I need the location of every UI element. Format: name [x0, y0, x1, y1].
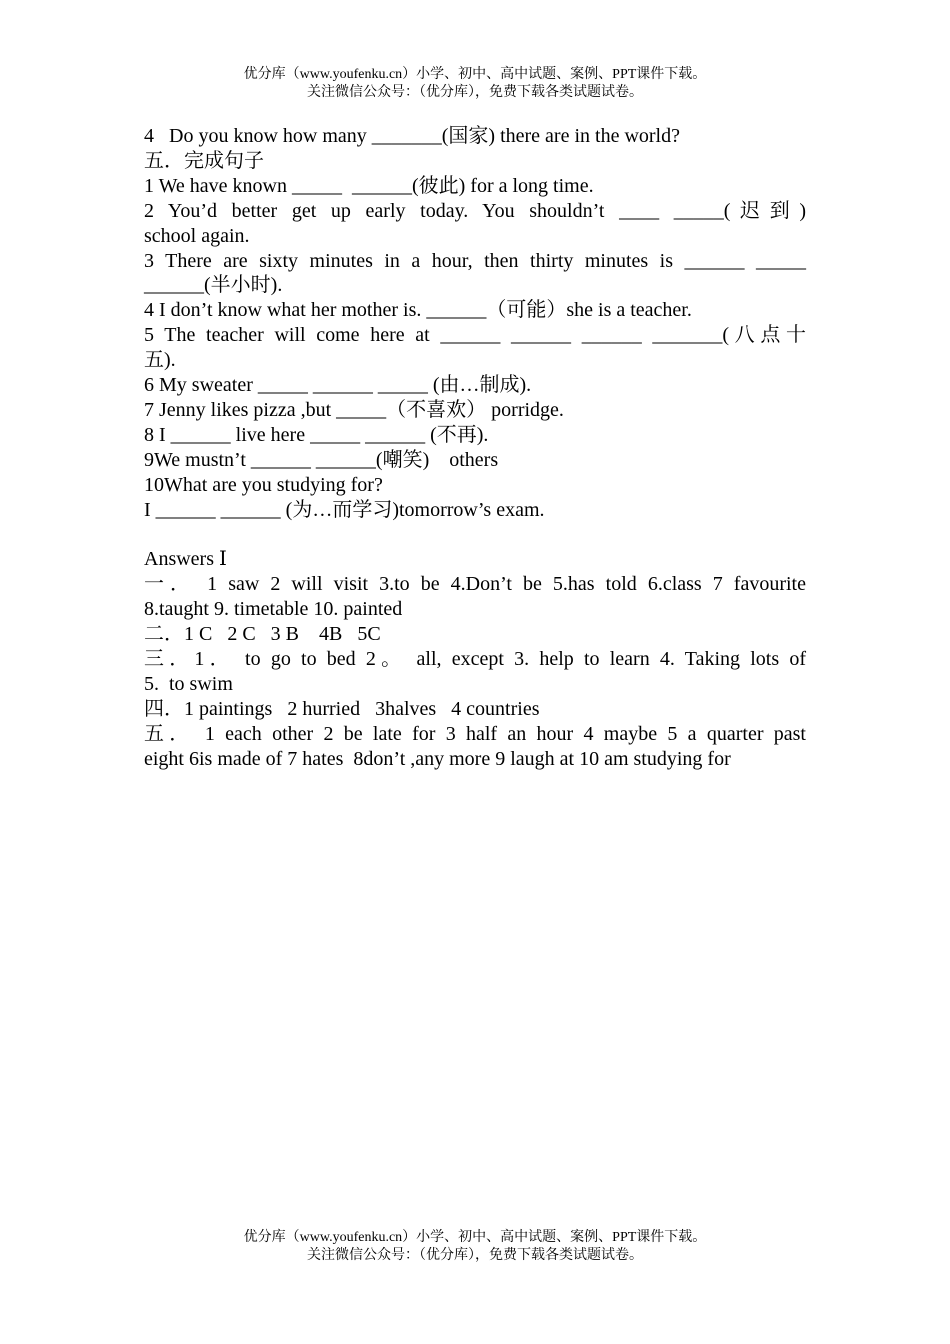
text-line: 5 The teacher will come here at ______ ______ ______ _______(八点十: [144, 324, 806, 347]
answer-line: 一． 1 saw 2 will visit 3.to be 4.Don’t be 5.has told 6.class 7 favourite: [144, 573, 806, 596]
text-line: ______(半小时).: [144, 274, 283, 297]
answers-heading: Answers Ⅰ: [144, 548, 227, 571]
text-line: 9We mustn’t ______ ______(嘲笑) others: [144, 448, 499, 471]
page-footer: [0, 1229, 950, 1265]
text-line: 3 There are sixty minutes in a hour, then thirty minutes is ______ _____: [144, 249, 806, 272]
footer-line-2: 关注微信公众号：（优分库），免费下载各类试题试卷。: [307, 1248, 643, 1263]
answer-line: 五． 1 each other 2 be late for 3 half an hour 4 maybe 5 a quarter past: [144, 722, 806, 745]
footer-line-1: 优分库（www.youfenku.cn）小学、初中、高中试题、案例、PPT课件下载。: [243, 1230, 707, 1245]
text-line: 8 I ______ live here _____ ______ (不再).: [144, 423, 489, 446]
answer-line: 四．1 paintings 2 hurried 3halves 4 countries: [144, 697, 540, 720]
text-line: school again.: [144, 224, 250, 247]
text-line: I ______ ______ (为…而学习)tomorrow’s exam.: [144, 498, 545, 521]
header-line-1: 优分库（www.youfenku.cn）小学、初中、高中试题、案例、PPT课件下载。: [243, 67, 707, 82]
answer-line: 8.taught 9. timetable 10. painted: [144, 598, 403, 621]
blank-line: [144, 523, 806, 548]
header-line-2: 关注微信公众号：（优分库），免费下载各类试题试卷。: [307, 85, 643, 100]
section-heading: 五．完成句子: [144, 149, 264, 172]
text-line: 五).: [144, 349, 176, 372]
text-line: 6 My sweater _____ ______ _____ (由…制成).: [144, 374, 532, 397]
answer-line: 5. to swim: [144, 672, 233, 695]
answer-line: 二．1 C 2 C 3 B 4B 5C: [144, 623, 381, 646]
page-header: [0, 66, 950, 102]
answer-line: 三．1． to go to bed 2。 all, except 3. help to learn 4. Taking lots of: [144, 648, 806, 671]
text-line: 1 We have known _____ ______(彼此) for a long time.: [144, 174, 594, 197]
document-body: [144, 124, 806, 772]
text-line: 2 You’d better get up early today. You shouldn’t ____ _____(迟到): [144, 199, 806, 222]
text-line: 4 Do you know how many _______(国家) there are in the world?: [144, 125, 680, 147]
answer-line: eight 6is made of 7 hates 8don’t ,any more 9 laugh at 10 am studying for: [144, 747, 731, 770]
text-line: 7 Jenny likes pizza ,but _____（不喜欢） porridge.: [144, 398, 564, 421]
text-line: 10What are you studying for?: [144, 473, 383, 496]
text-line: 4 I don’t know what her mother is. ______（可能）she is a teacher.: [144, 299, 692, 322]
